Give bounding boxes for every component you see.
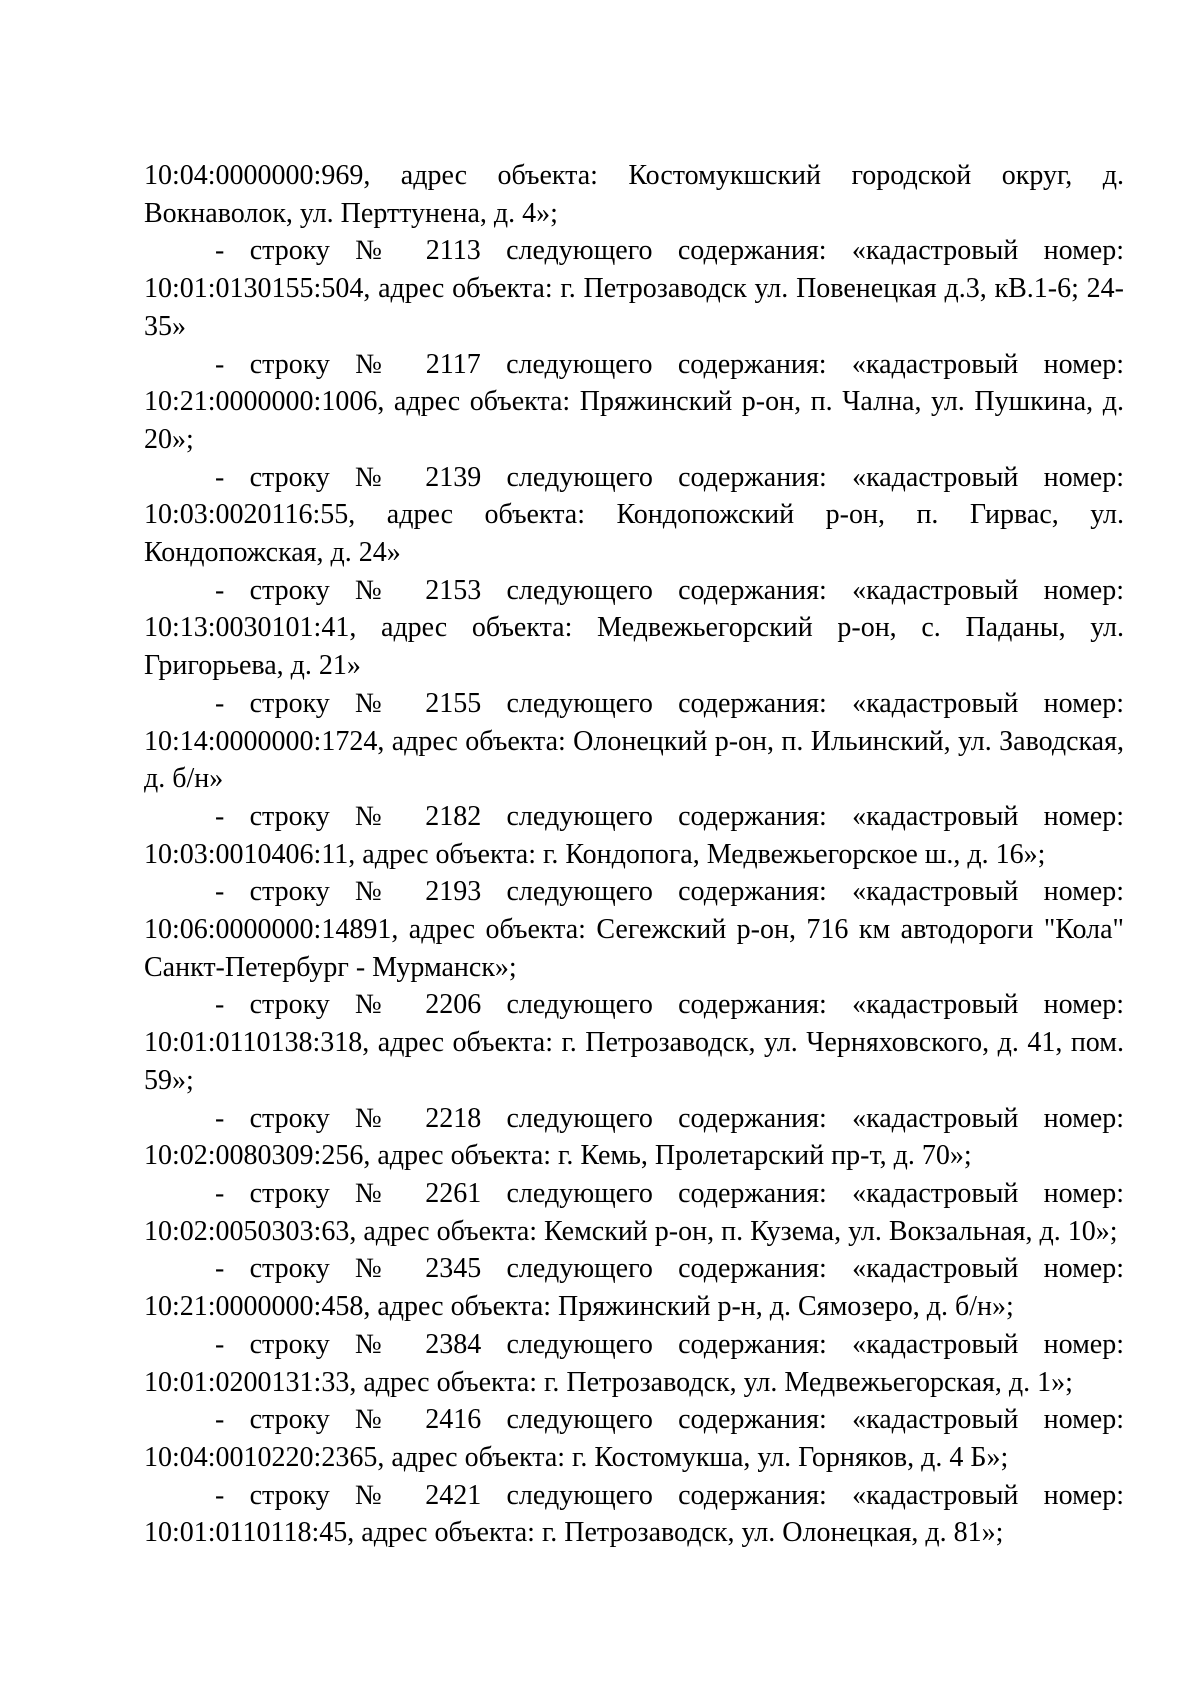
entry-paragraph: - строку № 2113 следующего содержания: «кадастровый номер: 10:01:0130155:504, адрес объекта: г. Петрозаводск ул. Повенецкая д.3, кВ.1-6; 24-35»	[144, 235, 1124, 342]
entry-paragraph: - строку № 2345 следующего содержания: «кадастровый номер: 10:21:0000000:458, адрес объекта: Пряжинский р-н, д. Сямозеро, д. б/н»;	[144, 1253, 1124, 1323]
entry-paragraph: - строку № 2182 следующего содержания: «кадастровый номер: 10:03:0010406:11, адрес объекта: г. Кондопога, Медвежьегорское ш., д. 16»;	[144, 800, 1124, 870]
entry-paragraph: - строку № 2153 следующего содержания: «кадастровый номер: 10:13:0030101:41, адрес объекта: Медвежьегорский р-он, с. Паданы, ул. Григорьева, д. 21»	[144, 574, 1124, 682]
entry-paragraph: - строку № 2206 следующего содержания: «кадастровый номер: 10:01:0110138:318, адрес объекта: г. Петрозаводск, ул. Черняховского, д. 41, пом. 59»;	[144, 989, 1124, 1096]
entry-paragraph: - строку № 2139 следующего содержания: «кадастровый номер: 10:03:0020116:55, адрес объекта: Кондопожский р-он, п. Гирвас, ул. Кондопожская, д. 24»	[144, 461, 1124, 569]
entry-paragraph: - строку № 2261 следующего содержания: «кадастровый номер: 10:02:0050303:63, адрес объекта: Кемский р-он, п. Кузема, ул. Вокзальная, д. 10»;	[144, 1177, 1124, 1247]
entry-paragraph: - строку № 2117 следующего содержания: «кадастровый номер: 10:21:0000000:1006, адрес объекта: Пряжинский р-он, п. Чална, ул. Пушкина, д. 20»;	[144, 348, 1124, 455]
entry-paragraph: - строку № 2416 следующего содержания: «кадастровый номер: 10:04:0010220:2365, адрес объекта: г. Костомукша, ул. Горняков, д. 4 Б»;	[144, 1404, 1124, 1473]
lead-paragraph: 10:04:0000000:969, адрес объекта: Костомукшский городской округ, д. Вокнаволок, ул. Перттунена, д. 4»;	[144, 160, 1124, 229]
entry-paragraph: - строку № 2155 следующего содержания: «кадастровый номер: 10:14:0000000:1724, адрес объекта: Олонецкий р-он, п. Ильинский, ул. Заводская, д. б/н»	[144, 687, 1124, 795]
entry-paragraph: - строку № 2218 следующего содержания: «кадастровый номер: 10:02:0080309:256, адрес объекта: г. Кемь, Пролетарский пр-т, д. 70»;	[144, 1102, 1124, 1172]
entry-paragraph: - строку № 2193 следующего содержания: «кадастровый номер: 10:06:0000000:14891, адрес объекта: Сегежский р-он, 716 км автодороги "Кола" Санкт-Петербург - Мурманск»;	[144, 876, 1124, 983]
entry-paragraph: - строку № 2384 следующего содержания: «кадастровый номер: 10:01:0200131:33, адрес объекта: г. Петрозаводск, ул. Медвежьегорская, д. 1»;	[144, 1328, 1124, 1398]
document-page	[144, 157, 1124, 1552]
entry-paragraph: - строку № 2421 следующего содержания: «кадастровый номер: 10:01:0110118:45, адрес объекта: г. Петрозаводск, ул. Олонецкая, д. 81»;	[144, 1479, 1124, 1549]
